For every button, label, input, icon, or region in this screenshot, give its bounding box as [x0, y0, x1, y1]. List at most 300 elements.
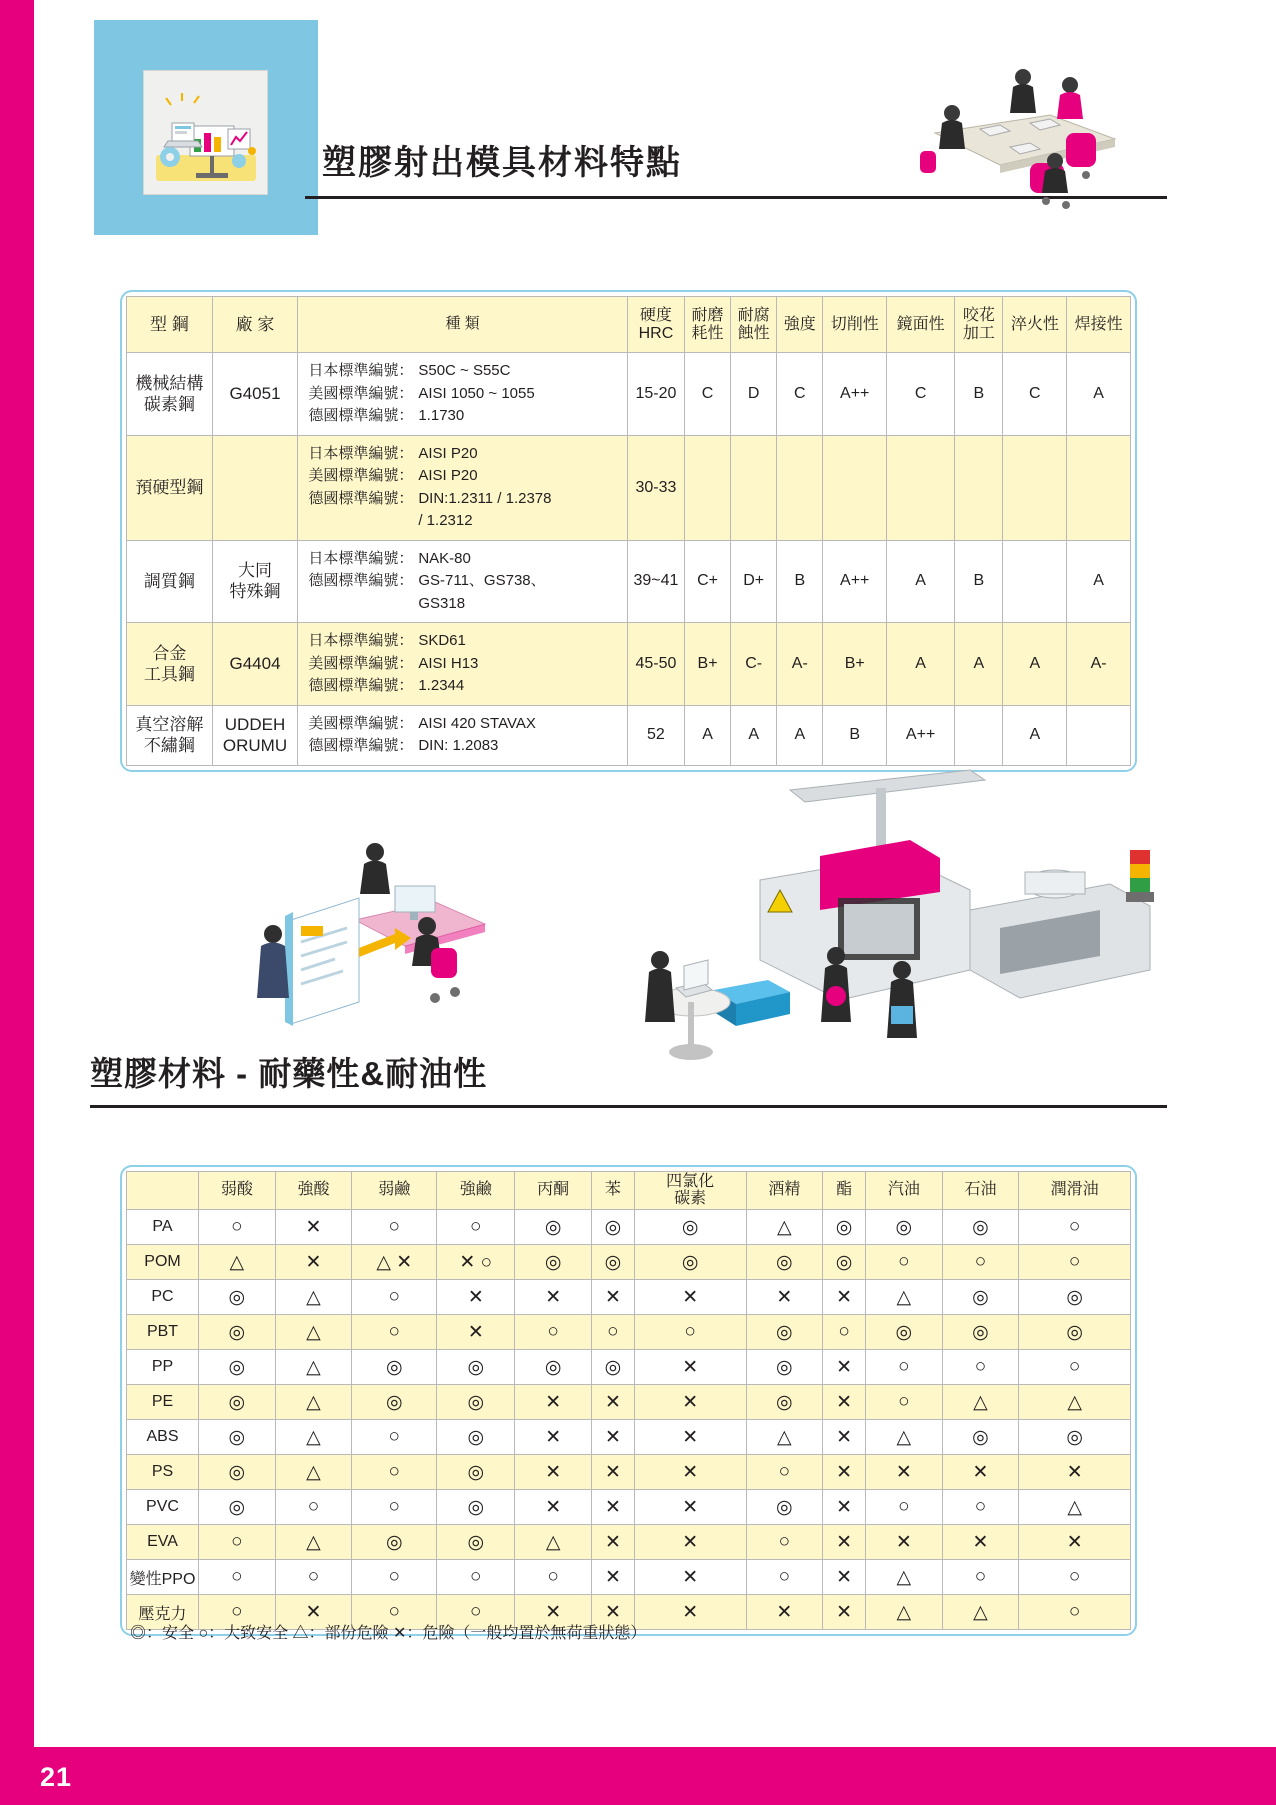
kind-value: S50C ~ S55C [418, 362, 511, 379]
th-strong-alkali: 強鹼 [437, 1172, 515, 1210]
cell-maker-l2: ORUMU [222, 736, 288, 755]
resistance-cell: △ [866, 1595, 943, 1630]
kind-label: 日本標準編號： [308, 549, 414, 567]
cell-kind [298, 353, 628, 436]
th-alcohol: 酒精 [746, 1172, 823, 1210]
resistance-cell: ✕ [634, 1490, 746, 1525]
kind-value: 1.2344 [418, 677, 465, 694]
resistance-cell: ◎ [199, 1420, 276, 1455]
cell-type [127, 705, 213, 765]
cell-hardening: C [1003, 353, 1067, 436]
resistance-cell: ○ [746, 1455, 823, 1490]
resistance-cell: △ [275, 1315, 352, 1350]
resistance-cell: ○ [352, 1210, 437, 1245]
cell-corrosion: A [731, 705, 777, 765]
cell-machinability: B [823, 705, 887, 765]
th-strong-acid: 強酸 [275, 1172, 352, 1210]
legend-text: ◎：安全 ○：大致安全 △：部份危險 ✕：危險（一般均置於無荷重狀態） [130, 1625, 647, 1642]
row-label: 壓克力 [127, 1595, 199, 1630]
resistance-cell: ○ [352, 1455, 437, 1490]
cell-etching: B [955, 353, 1003, 436]
cell-corrosion: D [731, 353, 777, 436]
resistance-cell: ○ [515, 1315, 592, 1350]
resistance-cell: ○ [1019, 1245, 1131, 1280]
cell-maker-l1: UDDEH [224, 714, 286, 734]
resistance-cell: ◎ [823, 1210, 866, 1245]
th-wear-l2: 耗性 [691, 324, 724, 342]
resistance-cell: ✕ [515, 1455, 592, 1490]
resistance-cell: ◎ [515, 1350, 592, 1385]
th-corrosion [731, 297, 777, 353]
cell-type-l1: 合金 [152, 643, 187, 663]
th-lubricant: 潤滑油 [1019, 1172, 1131, 1210]
cell-mirror: C [887, 353, 955, 436]
resistance-cell: ○ [437, 1210, 515, 1245]
th-benzene: 苯 [591, 1172, 634, 1210]
resistance-cell: ○ [1019, 1350, 1131, 1385]
resistance-cell: △ [746, 1420, 823, 1455]
resistance-cell: ✕ [275, 1210, 352, 1245]
resistance-cell: ◎ [437, 1455, 515, 1490]
resistance-cell: ◎ [199, 1490, 276, 1525]
resistance-cell: ✕ [823, 1455, 866, 1490]
cell-wear: C [684, 353, 730, 436]
resistance-cell: ✕ [866, 1525, 943, 1560]
cell-machinability: A++ [823, 540, 887, 623]
resistance-cell: ○ [942, 1350, 1019, 1385]
cell-type-l2: 工具鋼 [143, 664, 195, 684]
cell-wear: A [684, 705, 730, 765]
cell-hardness: 45-50 [627, 623, 684, 706]
resistance-cell: ○ [437, 1595, 515, 1630]
resistance-cell: ✕ [591, 1280, 634, 1315]
resistance-cell: △ [275, 1280, 352, 1315]
section2-underline [90, 1105, 1167, 1108]
resistance-cell: ◎ [746, 1490, 823, 1525]
resistance-cell: ○ [199, 1560, 276, 1595]
resistance-cell: ✕ [591, 1455, 634, 1490]
resistance-cell: ◎ [942, 1280, 1019, 1315]
resistance-cell: ✕ [634, 1595, 746, 1630]
resistance-cell: ✕ [823, 1420, 866, 1455]
cell-welding [1067, 435, 1131, 540]
cell-maker [212, 435, 298, 540]
chemical-resistance-table [126, 1171, 1131, 1630]
resistance-cell: ◎ [746, 1385, 823, 1420]
table2-body [127, 1210, 1131, 1630]
th-etching-l1: 咬花 [962, 306, 995, 324]
th-corner [127, 1172, 199, 1210]
th-hardness [627, 297, 684, 353]
table-row [127, 1350, 1131, 1385]
cell-kind [298, 623, 628, 706]
cell-etching: A [955, 623, 1003, 706]
resistance-cell: ✕ [942, 1455, 1019, 1490]
cell-maker: G4051 [212, 353, 298, 436]
resistance-cell: ✕ [515, 1490, 592, 1525]
cell-wear: B+ [684, 623, 730, 706]
left-accent-bar [0, 0, 34, 1805]
cell-type [127, 623, 213, 706]
steel-material-table-panel [120, 290, 1137, 772]
cell-maker [212, 705, 298, 765]
resistance-cell: △ [746, 1210, 823, 1245]
resistance-cell: ○ [352, 1560, 437, 1595]
kind-label: 日本標準編號： [308, 362, 414, 379]
resistance-cell: ◎ [1019, 1315, 1131, 1350]
th-carbon-tetrachloride [634, 1172, 746, 1210]
resistance-cell: ✕ [591, 1525, 634, 1560]
cell-machinability: B+ [823, 623, 887, 706]
row-label: PVC [127, 1490, 199, 1525]
resistance-cell: ○ [352, 1595, 437, 1630]
resistance-cell: △ [275, 1385, 352, 1420]
resistance-cell: ◎ [437, 1490, 515, 1525]
resistance-cell: ◎ [515, 1210, 592, 1245]
resistance-cell: ◎ [634, 1245, 746, 1280]
chemical-resistance-table-panel [120, 1165, 1137, 1636]
resistance-cell: △ ✕ [352, 1245, 437, 1280]
resistance-cell: ○ [199, 1595, 276, 1630]
resistance-cell: ◎ [352, 1385, 437, 1420]
cell-corrosion: C- [731, 623, 777, 706]
resistance-cell: ◎ [199, 1455, 276, 1490]
kind-value: AISI H13 [418, 654, 479, 672]
kind-value: 1.1730 [418, 407, 465, 424]
resistance-cell: ✕ [634, 1280, 746, 1315]
table-row [127, 1525, 1131, 1560]
resistance-cell: ◎ [746, 1315, 823, 1350]
table-row [127, 1560, 1131, 1595]
th-weak-alkali: 弱鹼 [352, 1172, 437, 1210]
resistance-cell: ○ [942, 1245, 1019, 1280]
table-row [127, 1420, 1131, 1455]
resistance-cell: ○ [1019, 1595, 1131, 1630]
cell-corrosion: D+ [731, 540, 777, 623]
kind-value: SKD61 [418, 632, 466, 649]
resistance-cell: ◎ [866, 1315, 943, 1350]
resistance-cell: △ [942, 1595, 1019, 1630]
th-wear [684, 297, 730, 353]
resistance-cell: ○ [866, 1350, 943, 1385]
table-row [127, 353, 1131, 436]
resistance-cell: ◎ [591, 1245, 634, 1280]
resistance-cell: ✕ [942, 1525, 1019, 1560]
cell-hardening: A [1003, 705, 1067, 765]
cell-type-l1: 機械結構 [135, 373, 204, 393]
resistance-cell: ◎ [352, 1350, 437, 1385]
cell-kind [298, 705, 628, 765]
table-row [127, 1280, 1131, 1315]
cell-mirror [887, 435, 955, 540]
resistance-cell: ✕ [823, 1490, 866, 1525]
resistance-cell: ✕ [1019, 1455, 1131, 1490]
resistance-cell: ○ [1019, 1560, 1131, 1595]
table-row [127, 540, 1131, 623]
resistance-cell: ✕ [515, 1385, 592, 1420]
cell-hardening [1003, 435, 1067, 540]
resistance-cell: ○ [942, 1560, 1019, 1595]
resistance-cell: ○ [591, 1315, 634, 1350]
resistance-cell: ○ [746, 1560, 823, 1595]
resistance-cell: ○ [437, 1560, 515, 1595]
resistance-cell: ○ [1019, 1210, 1131, 1245]
kind-label: 日本標準編號： [308, 444, 414, 462]
resistance-cell: ✕ [823, 1350, 866, 1385]
resistance-cell: ✕ [634, 1455, 746, 1490]
th-ester: 酯 [823, 1172, 866, 1210]
cell-welding: A [1067, 353, 1131, 436]
resistance-cell: ✕ [634, 1420, 746, 1455]
th-ccl4-l1: 四氯化 [666, 1172, 715, 1190]
cell-hardening: A [1003, 623, 1067, 706]
kind-label: 德國標準編號： [308, 407, 414, 424]
cell-mirror: A++ [887, 705, 955, 765]
resistance-cell: ◎ [199, 1280, 276, 1315]
cell-maker-l1: 大同 [238, 561, 272, 580]
resistance-cell: ◎ [1019, 1420, 1131, 1455]
resistance-cell: △ [866, 1280, 943, 1315]
cell-strength: A- [777, 623, 823, 706]
th-maker: 廠 家 [212, 297, 298, 353]
resistance-cell: ✕ [275, 1595, 352, 1630]
resistance-cell: △ [942, 1385, 1019, 1420]
cell-etching: B [955, 540, 1003, 623]
resistance-cell: ✕ [437, 1315, 515, 1350]
row-label: POM [127, 1245, 199, 1280]
resistance-cell: ✕ [591, 1595, 634, 1630]
page-number: 21 [40, 1762, 73, 1792]
resistance-cell: ◎ [634, 1210, 746, 1245]
resistance-cell: ○ [352, 1420, 437, 1455]
th-type: 型 鋼 [127, 297, 213, 353]
resistance-cell: ◎ [591, 1210, 634, 1245]
injection-molding-machine-illustration [640, 760, 1170, 1090]
kind-value: AISI 420 STAVAX [418, 714, 536, 732]
cell-strength [777, 435, 823, 540]
table2-header-row [127, 1172, 1131, 1210]
cell-maker: G4404 [212, 623, 298, 706]
resistance-cell: ✕ [515, 1280, 592, 1315]
resistance-cell: △ [1019, 1490, 1131, 1525]
resistance-cell: △ [866, 1560, 943, 1595]
cell-mirror: A [887, 540, 955, 623]
th-welding: 焊接性 [1067, 297, 1131, 353]
resistance-cell: ◎ [591, 1350, 634, 1385]
cell-kind [298, 540, 628, 623]
resistance-cell: ○ [866, 1490, 943, 1525]
resistance-cell: ○ [352, 1280, 437, 1315]
table-row [127, 1455, 1131, 1490]
resistance-cell: ✕ [437, 1280, 515, 1315]
resistance-cell: ◎ [199, 1350, 276, 1385]
cell-kind [298, 435, 628, 540]
table-row [127, 623, 1131, 706]
row-label: PE [127, 1385, 199, 1420]
cell-corrosion [731, 435, 777, 540]
resistance-cell: ◎ [199, 1385, 276, 1420]
resistance-cell: ✕ [746, 1595, 823, 1630]
resistance-cell: ◎ [352, 1525, 437, 1560]
resistance-cell: ○ [634, 1315, 746, 1350]
resistance-cell: △ [199, 1245, 276, 1280]
resistance-cell: ✕ [634, 1385, 746, 1420]
resistance-cell: ✕ [823, 1280, 866, 1315]
kind-value: DIN: 1.2083 [418, 737, 499, 754]
resistance-cell: ✕ [823, 1385, 866, 1420]
kind-value: GS-711、GS738、 [418, 572, 546, 589]
row-label: PA [127, 1210, 199, 1245]
resistance-cell: ✕ [591, 1420, 634, 1455]
resistance-cell: ✕ [1019, 1525, 1131, 1560]
resistance-cell: ◎ [942, 1210, 1019, 1245]
th-kind: 種 類 [298, 297, 628, 353]
cell-type: 調質鋼 [127, 540, 213, 623]
resistance-cell: ✕ [515, 1420, 592, 1455]
cell-mirror: A [887, 623, 955, 706]
th-petroleum: 石油 [942, 1172, 1019, 1210]
th-wear-l1: 耐磨 [691, 306, 724, 324]
steel-material-table [126, 296, 1131, 766]
resistance-cell: ○ [352, 1315, 437, 1350]
resistance-cell: ✕ [823, 1595, 866, 1630]
resistance-cell: △ [1019, 1385, 1131, 1420]
th-acetone: 丙酮 [515, 1172, 592, 1210]
cell-type-l2: 不繡鋼 [143, 736, 195, 755]
cell-hardness: 15-20 [627, 353, 684, 436]
resistance-cell: ✕ [823, 1525, 866, 1560]
resistance-cell: ○ [866, 1245, 943, 1280]
cell-machinability: A++ [823, 353, 887, 436]
th-weak-acid: 弱酸 [199, 1172, 276, 1210]
resistance-cell: ✕ [591, 1490, 634, 1525]
resistance-cell: ✕ [746, 1280, 823, 1315]
resistance-cell: ✕ [866, 1455, 943, 1490]
kind-value: NAK-80 [418, 549, 471, 567]
resistance-cell: ✕ [591, 1560, 634, 1595]
cell-hardness: 39~41 [627, 540, 684, 623]
cell-maker [212, 540, 298, 623]
cell-strength: A [777, 705, 823, 765]
row-label: PS [127, 1455, 199, 1490]
kind-label: 德國標準編號： [308, 572, 414, 589]
row-label: PP [127, 1350, 199, 1385]
resistance-cell: ◎ [437, 1385, 515, 1420]
office-presentation-illustration [255, 830, 515, 1040]
cell-etching [955, 435, 1003, 540]
table-row [127, 435, 1131, 540]
cell-hardening [1003, 540, 1067, 623]
kind-value: AISI P20 [418, 444, 478, 462]
resistance-cell: ◎ [942, 1315, 1019, 1350]
th-strength: 強度 [777, 297, 823, 353]
kind-label: 美國標準編號： [308, 467, 414, 484]
resistance-cell: △ [275, 1420, 352, 1455]
resistance-cell: ✕ [634, 1560, 746, 1595]
kind-value: DIN:1.2311 / 1.2378 [418, 489, 552, 507]
kind-label: 德國標準編號： [308, 737, 414, 754]
resistance-cell: ○ [515, 1560, 592, 1595]
cell-type-l2: 碳素鋼 [143, 394, 195, 414]
th-machinability: 切削性 [823, 297, 887, 353]
resistance-cell: ○ [942, 1490, 1019, 1525]
kind-value: / 1.2312 [418, 512, 473, 529]
resistance-cell: ○ [352, 1490, 437, 1525]
th-gasoline: 汽油 [866, 1172, 943, 1210]
cell-etching [955, 705, 1003, 765]
cell-welding [1067, 705, 1131, 765]
th-etching [955, 297, 1003, 353]
resistance-cell: ◎ [199, 1315, 276, 1350]
row-label: 變性PPO [127, 1560, 199, 1595]
th-hardness-l1: 硬度 [639, 306, 672, 324]
resistance-cell: ✕ [634, 1350, 746, 1385]
cell-welding: A [1067, 540, 1131, 623]
resistance-cell: △ [866, 1420, 943, 1455]
resistance-cell: ✕ [634, 1525, 746, 1560]
cell-maker-l2: 特殊鋼 [229, 582, 281, 602]
resistance-cell: ◎ [823, 1245, 866, 1280]
table-row [127, 1245, 1131, 1280]
th-corrosion-l2: 蝕性 [737, 324, 770, 342]
cell-wear [684, 435, 730, 540]
resistance-cell: ✕ [591, 1385, 634, 1420]
cell-type-l1: 真空溶解 [135, 714, 204, 734]
table-row [127, 705, 1131, 765]
resistance-cell: ◎ [746, 1350, 823, 1385]
resistance-cell: ✕ [515, 1595, 592, 1630]
cell-hardness: 30-33 [627, 435, 684, 540]
resistance-cell: ◎ [1019, 1280, 1131, 1315]
cell-machinability [823, 435, 887, 540]
row-label: PC [127, 1280, 199, 1315]
table-row [127, 1490, 1131, 1525]
meeting-illustration [880, 55, 1170, 215]
kind-label: 美國標準編號： [308, 714, 414, 732]
page-title: 塑膠射出模具材料特點 [322, 144, 682, 182]
cell-type [127, 353, 213, 436]
section2-title: 塑膠材料 - 耐藥性&耐油性 [90, 1055, 488, 1092]
kind-label: 日本標準編號： [308, 632, 414, 649]
resistance-cell: ✕ ○ [437, 1245, 515, 1280]
resistance-cell: ○ [746, 1525, 823, 1560]
kind-label: 德國標準編號： [308, 677, 414, 694]
resistance-cell: ◎ [746, 1245, 823, 1280]
resistance-cell: ◎ [866, 1210, 943, 1245]
resistance-cell: ✕ [823, 1560, 866, 1595]
kind-label: 美國標準編號： [308, 654, 414, 672]
cell-strength: B [777, 540, 823, 623]
kind-value: AISI P20 [418, 467, 478, 484]
table1-header-row [127, 297, 1131, 353]
resistance-cell: ○ [199, 1525, 276, 1560]
th-ccl4-l2: 碳素 [674, 1189, 707, 1207]
cell-strength: C [777, 353, 823, 436]
resistance-cell: ◎ [437, 1420, 515, 1455]
cell-type: 預硬型鋼 [127, 435, 213, 540]
table-row [127, 1210, 1131, 1245]
resistance-cell: ◎ [515, 1245, 592, 1280]
resistance-cell: ◎ [437, 1350, 515, 1385]
resistance-cell: △ [275, 1350, 352, 1385]
table-row [127, 1315, 1131, 1350]
cell-hardness: 52 [627, 705, 684, 765]
resistance-cell: ✕ [275, 1245, 352, 1280]
resistance-cell: ◎ [437, 1525, 515, 1560]
th-hardness-l2: HRC [638, 324, 674, 342]
th-etching-l2: 加工 [962, 324, 995, 342]
resistance-cell: ○ [275, 1490, 352, 1525]
